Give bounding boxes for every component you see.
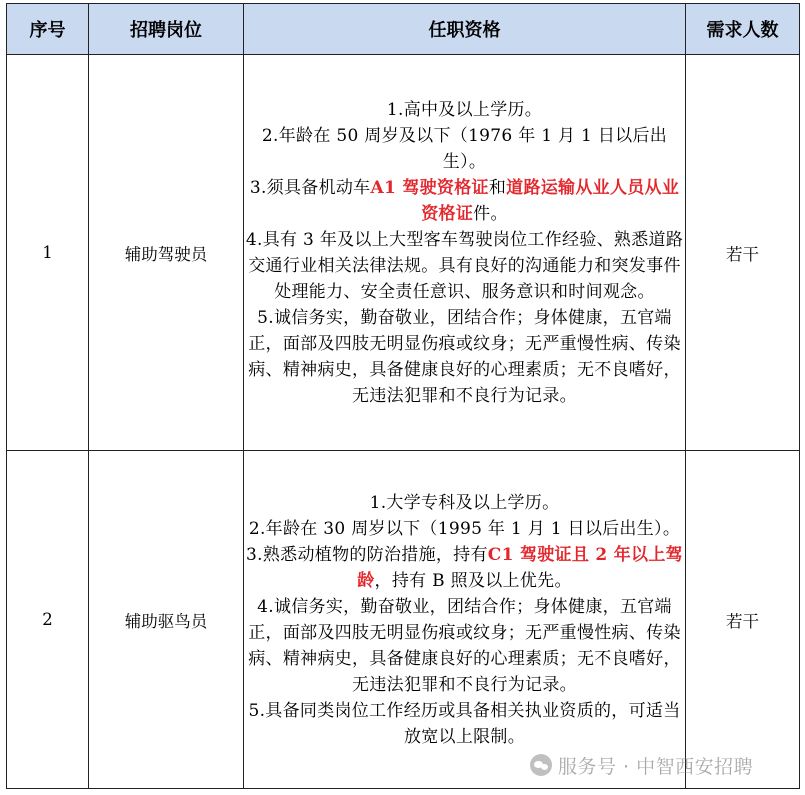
table-header-row xyxy=(7,4,800,55)
highlighted-requirement: 道路运输从业人员从业资格证 xyxy=(421,177,680,224)
table-row xyxy=(7,55,800,451)
row-qualifications xyxy=(244,451,686,789)
qualification-item: 1.大学专科及以上学历。 xyxy=(369,492,560,513)
row-serial-number: 2 xyxy=(7,451,89,789)
qualification-item xyxy=(244,542,685,594)
qualification-item xyxy=(244,175,685,227)
recruitment-table xyxy=(6,3,800,789)
qualification-item: 5.具备同类岗位工作经历或具备相关执业资质的，可适当放宽以上限制。 xyxy=(248,700,681,747)
highlighted-requirement: C1 驾驶证且 2 年以上驾龄 xyxy=(357,544,683,591)
header-position: 招聘岗位 xyxy=(89,4,244,55)
row-position: 辅助驾驶员 xyxy=(89,55,244,451)
header-headcount: 需求人数 xyxy=(686,4,800,55)
highlighted-requirement: A1 驾驶资格证 xyxy=(370,177,489,198)
row-serial-number: 1 xyxy=(7,55,89,451)
qualification-text: ，持有 B 照及以上优先。 xyxy=(374,570,572,591)
qualification-item: 4.诚信务实，勤奋敬业，团结合作；身体健康，五官端正，面部及四肢无明显伤痕或纹身；无严重慢性病、传染病、精神病史，具备健康良好的心理素质；无不良嗜好，无违法犯罪和不良行为记录。 xyxy=(248,596,681,695)
watermark-text: 服务号 · 中智西安招聘 xyxy=(558,755,754,778)
qualification-text: 和 xyxy=(488,177,507,198)
header-serial-number: 序号 xyxy=(7,4,89,55)
row-headcount: 若干 xyxy=(686,55,800,451)
header-qualifications: 任职资格 xyxy=(244,4,686,55)
table-row xyxy=(7,451,800,789)
row-headcount: 若干 xyxy=(686,451,800,789)
qualification-text: 件。 xyxy=(473,203,508,224)
qualification-item: 1.高中及以上学历。 xyxy=(386,99,543,120)
qualification-item: 2.年龄在 50 周岁及以下（1976 年 1 月 1 日以后出生）。 xyxy=(261,125,668,172)
qualification-item: 5.诚信务实，勤奋敬业，团结合作；身体健康，五官端正，面部及四肢无明显伤痕或纹身；无严重慢性病、传染病、精神病史，具备健康良好的心理素质；无不良嗜好，无违法犯罪和不良行为记录。 xyxy=(248,307,681,406)
qualification-item: 4.具有 3 年及以上大型客车驾驶岗位工作经验、熟悉道路交通行业相关法律法规。具有良好的沟通能力和突发事件处理能力、安全责任意识、服务意识和时间观念。 xyxy=(245,229,684,302)
qualification-text: 3.须具备机动车 xyxy=(249,177,371,198)
row-position: 辅助驱鸟员 xyxy=(89,451,244,789)
qualification-item: 2.年龄在 30 周岁以下（1995 年 1 月 1 日以后出生）。 xyxy=(248,518,681,539)
row-qualifications xyxy=(244,55,686,451)
qualification-text: 3.熟悉动植物的防治措施，持有 xyxy=(246,544,488,565)
